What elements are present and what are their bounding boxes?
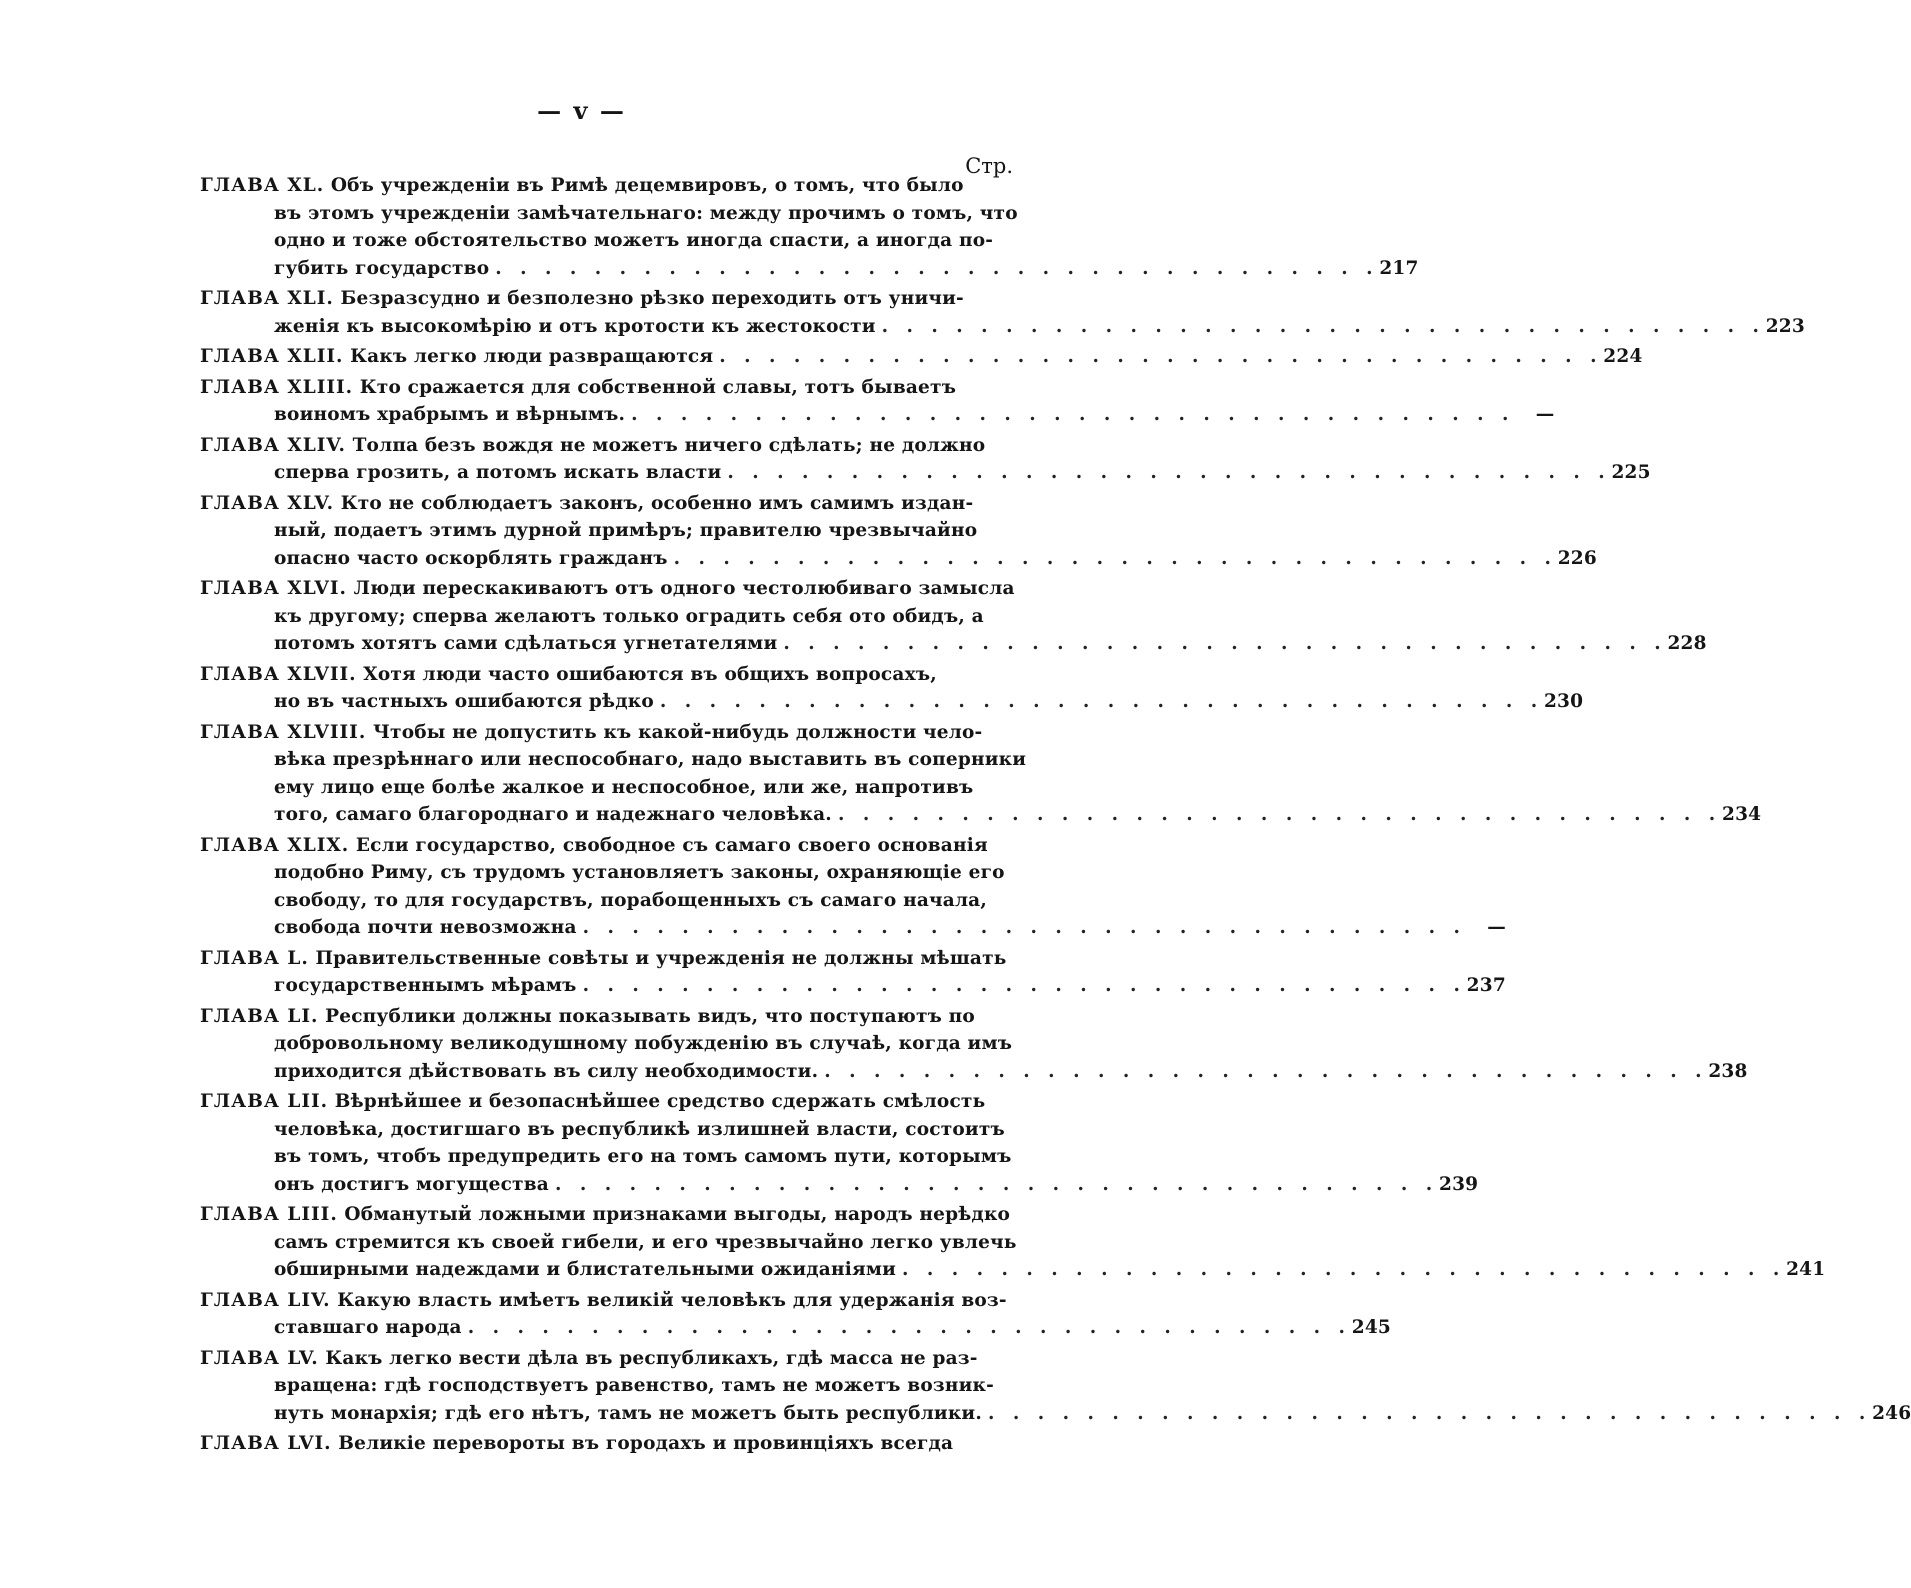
table-of-contents xyxy=(200,172,1911,1461)
chapter-label: ГЛАВА XLVIII. xyxy=(200,721,367,743)
page-ref: 223 xyxy=(1765,315,1805,337)
toc-entry-line xyxy=(200,945,1007,973)
toc-entry-line xyxy=(200,1058,1748,1086)
chapter-title-text: человѣка, достигшаго въ республикѣ излишней власти, состоитъ xyxy=(274,1118,1005,1140)
chapter-title-text: Великіе перевороты въ городахъ и провинціяхъ всегда xyxy=(338,1433,954,1454)
chapter-title-text: воиномъ храбрымъ и вѣрнымъ. xyxy=(274,404,626,425)
page-ref: — xyxy=(1487,917,1506,938)
chapter-label: ГЛАВА XLVI. xyxy=(200,578,347,599)
toc-entry xyxy=(200,172,1419,282)
chapter-title-text: въ этомъ учрежденіи замѣчательнаго: между прочимъ о томъ, что xyxy=(274,202,1018,224)
leader-dots: . . . . . . . . . . . . . . . . . . . . . . . . . . . . . . . . . . . . xyxy=(495,257,1379,279)
toc-entry xyxy=(200,1201,1826,1284)
page-ref: 245 xyxy=(1351,1317,1391,1338)
chapter-title-text: Чтобы не допустить къ какой-нибудь должности чело- xyxy=(372,721,983,743)
chapter-title-text: ставшаго народа xyxy=(274,1317,462,1338)
chapter-title-text: Кто сражается для собственной славы, тотъ бываетъ xyxy=(359,376,957,398)
toc-entry-line xyxy=(200,688,1584,716)
chapter-title-text: свобода почти невозможна xyxy=(274,917,577,938)
toc-entry xyxy=(200,661,1584,716)
chapter-title-text: государственнымъ мѣрамъ xyxy=(274,975,577,996)
toc-entry xyxy=(200,1088,1479,1198)
leader-dots: . . . . . . . . . . . . . . . . . . . . . . . . . . . . . . . . . . . . xyxy=(673,547,1557,569)
chapter-label: ГЛАВА XL. xyxy=(200,175,325,196)
page-ref: 234 xyxy=(1722,804,1762,825)
toc-entry-line xyxy=(200,401,1555,429)
chapter-title-text: Кто не соблюдаетъ законъ, особенно имъ самимъ издан- xyxy=(340,492,974,514)
toc-entry xyxy=(200,575,1707,658)
chapter-label: ГЛАВА XLIX. xyxy=(200,834,350,856)
chapter-title-text: губить государство xyxy=(274,257,490,279)
toc-entry xyxy=(200,1345,1911,1428)
chapter-title-text: но въ частныхъ ошибаются рѣдко xyxy=(274,691,654,712)
chapter-title-text: въ томъ, чтобъ предупредить его на томъ самомъ пути, которымъ xyxy=(274,1146,1012,1167)
page-ref: 239 xyxy=(1439,1173,1479,1195)
chapter-title-text: свободу, то для государствъ, порабощенныхъ съ самаго начала, xyxy=(274,889,988,911)
toc-entry-line xyxy=(200,432,1000,460)
chapter-label: ГЛАВА LV. xyxy=(200,1347,319,1369)
toc-entry-line xyxy=(200,1400,1911,1428)
chapter-title-text: ему лицо еще болѣе жалкое и неспособное, или же, напротивъ xyxy=(274,776,974,798)
leader-dots: . . . . . . . . . . . . . . . . . . . . . . . . . . . . . . . . . . . . xyxy=(902,1259,1786,1280)
toc-entry-line xyxy=(200,1345,1000,1373)
chapter-label: ГЛАВА XLIII. xyxy=(200,376,354,398)
chapter-title-text: Обманутый ложными признаками выгоды, народъ нерѣдко xyxy=(344,1204,1011,1225)
chapter-title-text: сперва грозить, а потомъ искать власти xyxy=(274,462,722,483)
chapter-title-text: добровольному великодушному побужденію въ случаѣ, когда имъ xyxy=(274,1033,1013,1054)
leader-dots: . . . . . . . . . . . . . . . . . . . . . . . . . . . . . . . . . . . . xyxy=(582,917,1466,938)
toc-entry-line xyxy=(200,746,1027,774)
toc-entry xyxy=(200,719,1762,829)
toc-entry-line xyxy=(200,887,1000,915)
toc-entry-line xyxy=(200,801,1762,829)
toc-entry-line xyxy=(200,285,1000,313)
chapter-title-text: того, самаго благороднаго и надежнаго человѣка. xyxy=(274,804,832,825)
leader-dots: . . . . . . . . . . . . . . . . . . . . . . . . . . . . . . . . . . . . xyxy=(631,404,1515,425)
chapter-title-text: обширными надеждами и блистательными ожиданіями xyxy=(274,1259,897,1280)
toc-entry-line xyxy=(200,1143,1012,1171)
page-ref: 238 xyxy=(1708,1060,1748,1082)
page-ref: — xyxy=(1535,404,1555,425)
toc-entry-line xyxy=(200,1171,1479,1199)
toc-entry-line xyxy=(200,1030,1013,1058)
chapter-label: ГЛАВА XLIV. xyxy=(200,434,346,456)
toc-entry-line xyxy=(200,832,1000,860)
leader-dots: . . . . . . . . . . . . . . . . . . . . . . . . . . . . . . . . . . . . xyxy=(554,1173,1439,1195)
toc-entry xyxy=(200,1287,1391,1342)
toc-entry-line xyxy=(200,459,1651,487)
toc-entry-line xyxy=(200,1003,1000,1031)
chapter-title-text: Республики должны показывать видъ, что поступаютъ по xyxy=(325,1005,975,1027)
toc-entry-line xyxy=(200,774,1000,802)
toc-entry-line xyxy=(200,603,1000,631)
chapter-title-text: опасно часто оскорблять гражданъ xyxy=(274,547,668,569)
chapter-label: ГЛАВА XLII. xyxy=(200,346,344,367)
chapter-label: ГЛАВА XLV. xyxy=(200,492,335,514)
page-column-label: Стр. xyxy=(965,154,1013,178)
chapter-label: ГЛАВА LIII. xyxy=(200,1204,338,1225)
chapter-title-text: вѣка презрѣннаго или неспособнаго, надо выставить въ соперники xyxy=(274,749,1027,770)
chapter-label: ГЛАВА LIV. xyxy=(200,1289,331,1311)
leader-dots: . . . . . . . . . . . . . . . . . . . . . . . . . . . . . . . . . . . . xyxy=(824,1060,1708,1082)
leader-dots: . . . . . . . . . . . . . . . . . . . . . . . . . . . . . . . . . . . . xyxy=(719,346,1603,367)
toc-entry-line xyxy=(200,227,1000,255)
leader-dots: . . . . . . . . . . . . . . . . . . . . . . . . . . . . . . . . . . . . xyxy=(727,462,1611,483)
chapter-label: ГЛАВА XLVII. xyxy=(200,663,357,685)
chapter-title-text: Толпа безъ вождя не можетъ ничего сдѣлать; не должно xyxy=(352,434,986,456)
toc-entry xyxy=(200,490,1597,573)
chapter-title-text: Какъ легко люди развращаются xyxy=(350,346,714,367)
leader-dots: . . . . . . . . . . . . . . . . . . . . . . . . . . . . . . . . . . . . xyxy=(987,1402,1872,1424)
page-ref: 226 xyxy=(1557,547,1597,569)
page-ref: 241 xyxy=(1786,1259,1826,1280)
toc-entry-line xyxy=(200,343,1643,371)
toc-entry-line xyxy=(200,1088,1000,1116)
toc-entry-line xyxy=(200,1372,1000,1400)
page-ref: 246 xyxy=(1872,1402,1911,1424)
chapter-title-text: самъ стремится къ своей гибели, и его чрезвычайно легко увлечь xyxy=(274,1231,1017,1253)
toc-entry-line xyxy=(200,1256,1826,1284)
toc-entry-line xyxy=(200,1116,1005,1144)
toc-entry-line xyxy=(200,172,1000,200)
chapter-title-text: приходится дѣйствовать въ силу необходимости. xyxy=(274,1060,819,1082)
toc-entry-line xyxy=(200,661,1000,689)
chapter-title-text: вращена: гдѣ господствуетъ равенство, тамъ не можетъ возник- xyxy=(274,1375,994,1396)
toc-entry xyxy=(200,343,1643,371)
toc-entry-line xyxy=(200,200,1018,228)
chapter-title-text: Какъ легко вести дѣла въ республикахъ, гдѣ масса не раз- xyxy=(325,1347,978,1369)
chapter-title-text: нуть монархія; гдѣ его нѣтъ, тамъ не можетъ быть республики. xyxy=(274,1402,982,1424)
chapter-title-text: Объ учрежденіи въ Римѣ децемвировъ, о томъ, что было xyxy=(330,175,964,196)
toc-entry xyxy=(200,832,1506,942)
toc-entry xyxy=(200,1430,1000,1458)
toc-entry-line xyxy=(200,313,1805,341)
chapter-title-text: одно и тоже обстоятельство можетъ иногда спасти, а иногда по- xyxy=(274,230,994,251)
leader-dots: . . . . . . . . . . . . . . . . . . . . . . . . . . . . . . . . . . . . xyxy=(881,315,1765,337)
toc-entry xyxy=(200,432,1651,487)
toc-entry-line xyxy=(200,914,1506,942)
page-ref: 224 xyxy=(1603,346,1643,367)
leader-dots: . . . . . . . . . . . . . . . . . . . . . . . . . . . . . . . . . . . . xyxy=(783,633,1667,654)
toc-entry-line xyxy=(200,374,1000,402)
toc-entry xyxy=(200,1003,1748,1086)
leader-dots: . . . . . . . . . . . . . . . . . . . . . . . . . . . . . . . . . . . . xyxy=(467,1317,1351,1338)
toc-entry-line xyxy=(200,490,1000,518)
chapter-label: ГЛАВА LI. xyxy=(200,1005,319,1027)
toc-entry xyxy=(200,945,1506,1000)
chapter-title-text: Хотя люди часто ошибаются въ общихъ вопросахъ, xyxy=(363,663,937,685)
chapter-title-text: Безразсудно и безполезно рѣзко переходить отъ уничи- xyxy=(340,288,964,309)
chapter-title-text: къ другому; сперва желаютъ только оградить себя ото обидъ, а xyxy=(274,605,984,627)
toc-entry-line xyxy=(200,255,1419,283)
chapter-label: ГЛАВА L. xyxy=(200,947,309,969)
leader-dots: . . . . . . . . . . . . . . . . . . . . . . . . . . . . . . . . . . . . xyxy=(659,691,1544,712)
toc-entry-line xyxy=(200,545,1597,573)
chapter-title-text: потомъ хотятъ сами сдѣлаться угнетателями xyxy=(274,633,778,654)
toc-entry xyxy=(200,374,1555,429)
toc-entry-line xyxy=(200,1201,1011,1229)
chapter-title-text: ный, подаетъ этимъ дурной примѣръ; правителю чрезвычайно xyxy=(274,520,978,541)
toc-entry-line xyxy=(200,1229,1017,1257)
page-ref: 230 xyxy=(1543,691,1584,712)
toc-entry-line xyxy=(200,517,1000,545)
toc-entry-line xyxy=(200,1287,1007,1315)
page-ref: 237 xyxy=(1466,975,1506,996)
chapter-title-text: Вѣрнѣйшее и безопаснѣйшее средство сдержать смѣлость xyxy=(334,1091,986,1112)
leader-dots: . . . . . . . . . . . . . . . . . . . . . . . . . . . . . . . . . . . . xyxy=(837,804,1722,825)
page-ref: 217 xyxy=(1379,257,1419,279)
toc-entry-line xyxy=(200,1314,1391,1342)
page-number: — v — xyxy=(537,96,626,125)
chapter-title-text: женія къ высокомѣрію и отъ кротости къ жестокости xyxy=(274,315,876,337)
toc-entry-line xyxy=(200,630,1707,658)
toc-entry-line xyxy=(200,972,1506,1000)
toc-entry-line xyxy=(200,1430,1000,1458)
toc-entry-line xyxy=(200,719,1000,747)
leader-dots: . . . . . . . . . . . . . . . . . . . . . . . . . . . . . . . . . . . . xyxy=(582,975,1466,996)
chapter-title-text: Какую власть имѣетъ великій человѣкъ для удержанія воз- xyxy=(337,1289,1007,1311)
toc-entry-line xyxy=(200,859,1005,887)
toc-entry-line xyxy=(200,575,1015,603)
toc-entry xyxy=(200,285,1805,340)
chapter-label: ГЛАВА XLI. xyxy=(200,288,334,309)
chapter-title-text: подобно Риму, съ трудомъ установляетъ законы, охраняющіе его xyxy=(274,862,1005,883)
chapter-title-text: Люди перескакиваютъ отъ одного честолюбиваго замысла xyxy=(353,578,1015,599)
page-ref: 225 xyxy=(1611,462,1651,483)
chapter-title-text: онъ достигъ могущества xyxy=(274,1173,549,1195)
chapter-title-text: Если государство, свободное съ самаго своего основанія xyxy=(355,834,988,856)
chapter-title-text: Правительственные совѣты и учрежденія не должны мѣшать xyxy=(315,947,1007,969)
chapter-label: ГЛАВА LII. xyxy=(200,1091,329,1112)
page-ref: 228 xyxy=(1667,633,1707,654)
chapter-label: ГЛАВА LVI. xyxy=(200,1433,332,1454)
